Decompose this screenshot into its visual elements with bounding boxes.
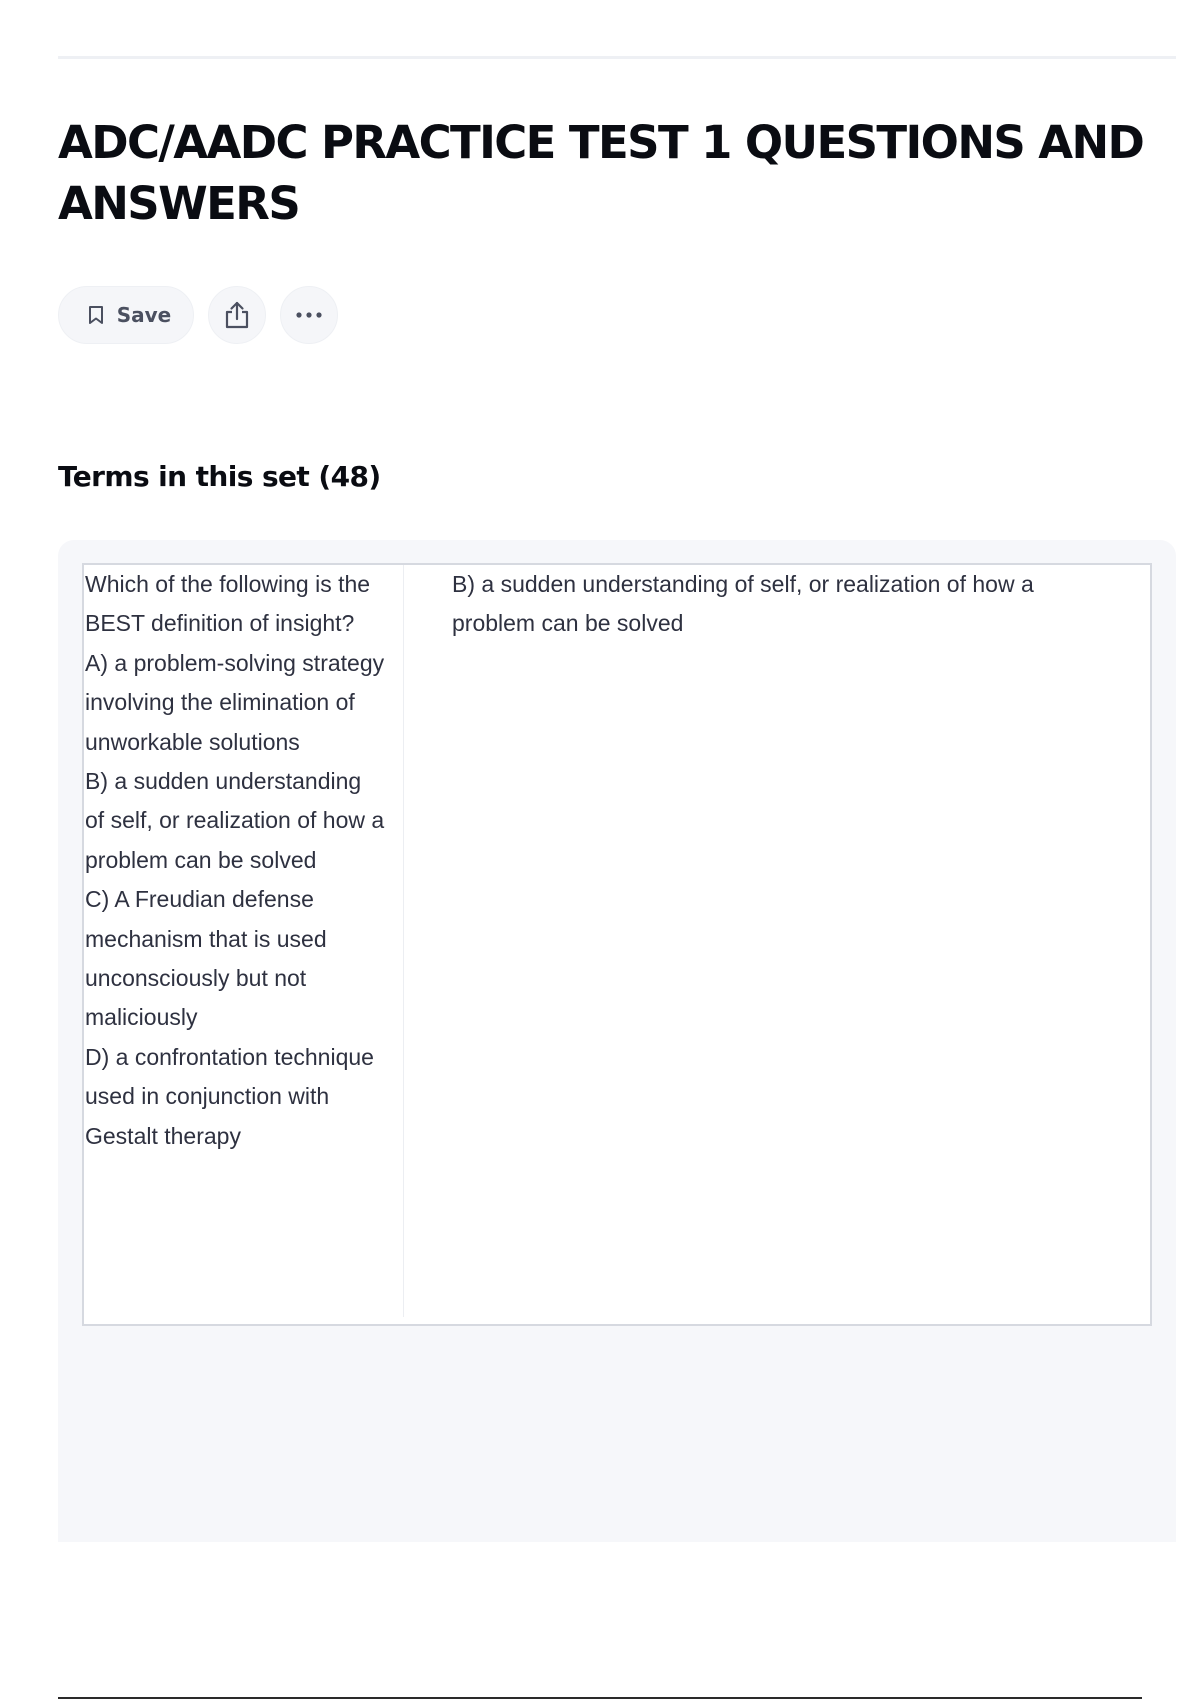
column-divider	[403, 565, 404, 1317]
term-question: Which of the following is the BEST definition of insight? A) a problem-solving strategy involving the elimination of unworkable solutions B) a sudden understanding of self, or realization of how a problem can be solved C) A Freudian defense mechanism that is used unconsciously but not maliciously D) a confrontation technique used in conjunction with Gestalt therapy	[85, 571, 385, 1149]
more-options-button[interactable]	[280, 286, 338, 344]
save-button-label: Save	[116, 303, 172, 327]
term-row[interactable]	[82, 563, 1152, 1326]
term-answer: B) a sudden understanding of self, or realization of how a problem can be solved	[452, 571, 1034, 637]
save-button[interactable]	[58, 286, 194, 344]
bottom-divider	[58, 1697, 1142, 1699]
share-button[interactable]	[208, 286, 266, 344]
terms-card	[58, 540, 1176, 1542]
action-bar	[58, 286, 338, 344]
more-horizontal-icon	[295, 311, 323, 319]
page-title: ADC/AADC PRACTICE TEST 1 QUESTIONS AND ANSWERS	[58, 116, 1144, 230]
share-icon	[223, 300, 251, 330]
bookmark-icon	[87, 305, 105, 325]
top-divider	[58, 56, 1176, 59]
terms-heading: Terms in this set (48)	[58, 460, 381, 493]
